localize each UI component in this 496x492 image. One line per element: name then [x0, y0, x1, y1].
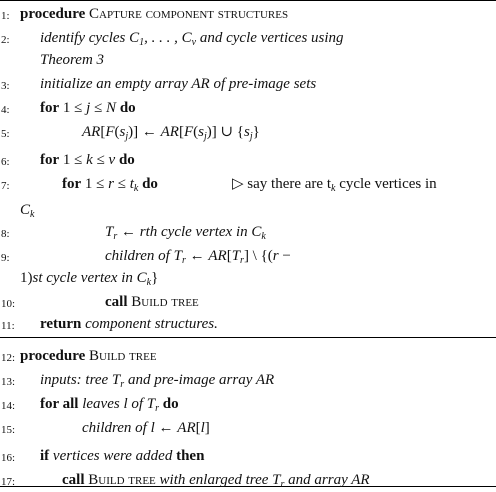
- text-run: vertices were added: [49, 448, 173, 464]
- line-number: 2:: [1, 34, 10, 46]
- text-run: [: [226, 248, 232, 264]
- text-run: r: [108, 176, 114, 192]
- text-run: (: [114, 124, 120, 140]
- text-run: )] ∪ {: [206, 124, 245, 140]
- subscript: 1: [139, 37, 145, 48]
- text-run: AR: [208, 248, 227, 264]
- line-text: [40, 98, 136, 118]
- text-run: return: [40, 316, 82, 332]
- line-text: [82, 418, 210, 438]
- subscript: k: [146, 277, 152, 288]
- line-text: [40, 50, 104, 70]
- text-run: call: [105, 294, 128, 310]
- text-run: component structures.: [81, 316, 218, 332]
- text-run: ≤: [90, 100, 107, 116]
- text-run: st cycle vertex in C: [32, 270, 147, 286]
- text-run: AR: [177, 420, 196, 436]
- text-run: N: [106, 100, 117, 116]
- text-run: }: [252, 124, 260, 140]
- line-text: [62, 470, 370, 490]
- line-text: [105, 292, 199, 312]
- subscript: j: [203, 131, 207, 142]
- text-run: s: [198, 124, 204, 140]
- line-number: 3:: [1, 80, 10, 92]
- text-run: , . . . , C: [144, 30, 192, 46]
- text-run: AR: [160, 124, 179, 140]
- line-number: 17:: [1, 476, 16, 488]
- subscript: k: [261, 231, 266, 242]
- subscript: r: [155, 403, 160, 414]
- subscript: k: [133, 183, 139, 194]
- text-run: }: [151, 270, 159, 286]
- line-number: 16:: [1, 452, 16, 464]
- line-number: 11:: [1, 320, 15, 332]
- comment-text: ▷ say there are t: [232, 176, 331, 192]
- subscript: r: [113, 231, 118, 242]
- text-run: and pre-image array AR: [124, 372, 275, 388]
- text-run: and array AR: [284, 472, 370, 488]
- line-text: [20, 346, 157, 366]
- line-number: 15:: [1, 424, 16, 436]
- text-run: for: [40, 100, 60, 116]
- subscript: r: [120, 379, 125, 390]
- text-run: T: [105, 224, 114, 240]
- text-run: for: [62, 176, 82, 192]
- text-run: s: [119, 124, 126, 140]
- text-run: and cycle vertices using: [196, 30, 344, 46]
- line-text: [40, 28, 344, 48]
- text-run: for all: [40, 396, 79, 412]
- line-comment: [232, 174, 437, 194]
- subscript: k: [331, 183, 336, 194]
- text-run: l: [200, 420, 205, 436]
- text-run: F: [183, 124, 194, 140]
- line-text: [40, 446, 204, 466]
- text-run: then: [172, 448, 205, 464]
- line-text: [40, 314, 218, 334]
- text-run: (: [193, 124, 199, 140]
- text-run: j: [86, 100, 91, 116]
- subscript: r: [240, 255, 244, 266]
- line-text: [82, 122, 260, 142]
- text-run: [: [195, 420, 201, 436]
- line-text: [20, 200, 34, 220]
- line-number: 6:: [1, 156, 10, 168]
- line-number: 1:: [1, 10, 10, 22]
- line-number: 4:: [1, 104, 10, 116]
- text-run: F: [105, 124, 115, 140]
- comment-text: cycle vertices in: [335, 176, 437, 192]
- text-run: call: [62, 472, 85, 488]
- line-number: 10:: [1, 298, 16, 310]
- text-run: 1 ≤: [59, 152, 87, 168]
- text-run: Capture component structures: [85, 6, 289, 22]
- line-number: 14:: [1, 400, 16, 412]
- text-run: ←: [154, 420, 178, 436]
- subscript: k: [30, 209, 35, 220]
- text-run: children of T: [105, 248, 182, 264]
- line-text: [62, 174, 158, 194]
- line-number: 12:: [1, 352, 16, 364]
- line-text: [20, 268, 158, 288]
- text-run: 1 ≤: [59, 100, 87, 116]
- text-run: Theorem 3: [40, 52, 105, 68]
- text-run: [: [100, 124, 106, 140]
- text-run: s: [244, 124, 250, 140]
- text-run: if: [40, 448, 50, 464]
- text-run: procedure: [20, 6, 86, 22]
- text-run: Build tree: [84, 472, 156, 488]
- text-run: −: [278, 248, 291, 264]
- text-run: ≤: [92, 152, 109, 168]
- text-run: with enlarged tree T: [155, 472, 281, 488]
- line-text: [40, 150, 135, 170]
- line-text: [40, 394, 179, 414]
- section-divider: [0, 337, 496, 338]
- line-number: 7:: [1, 180, 10, 192]
- line-number: 13:: [1, 376, 16, 388]
- text-run: ←: [185, 248, 209, 264]
- line-text: [105, 246, 291, 266]
- text-run: AR: [82, 124, 101, 140]
- subscript: r: [280, 479, 285, 490]
- text-run: 1): [20, 270, 33, 286]
- text-run: leaves l of T: [78, 396, 156, 412]
- text-run: do: [115, 152, 135, 168]
- text-run: C: [20, 202, 31, 218]
- text-run: children of l: [82, 420, 155, 436]
- text-run: procedure: [20, 348, 86, 364]
- line-number: 8:: [1, 228, 10, 240]
- text-run: do: [138, 176, 158, 192]
- text-run: k: [86, 152, 93, 168]
- text-run: ←: [117, 224, 140, 240]
- line-text: [40, 74, 316, 94]
- line-number: 5:: [1, 128, 10, 140]
- text-run: initialize an empty array AR of pre-image sets: [40, 76, 317, 92]
- text-run: rth cycle vertex in C: [139, 224, 262, 240]
- text-run: do: [116, 100, 136, 116]
- line-text: [40, 370, 274, 390]
- text-run: ≤: [113, 176, 130, 192]
- text-run: do: [159, 396, 179, 412]
- line-text: [105, 222, 266, 242]
- text-run: ]: [204, 420, 210, 436]
- line-text: [20, 4, 288, 24]
- subscript: r: [181, 255, 186, 266]
- text-run: [: [178, 124, 184, 140]
- text-run: t: [129, 176, 134, 192]
- subscript: j: [125, 131, 129, 142]
- text-run: 1 ≤: [81, 176, 109, 192]
- text-run: Build tree: [85, 348, 157, 364]
- text-run: r: [272, 248, 279, 264]
- text-run: Build tree: [127, 294, 199, 310]
- subscript: ν: [191, 37, 197, 48]
- text-run: ] \ {(: [243, 248, 273, 264]
- top-rule: [0, 0, 496, 1]
- text-run: inputs: tree T: [40, 372, 121, 388]
- subscript: j: [249, 131, 253, 142]
- text-run: )] ←: [128, 124, 161, 140]
- text-run: ν: [108, 152, 116, 168]
- text-run: T: [231, 248, 241, 264]
- text-run: identify cycles C: [40, 30, 140, 46]
- text-run: for: [40, 152, 60, 168]
- line-number: 9:: [1, 252, 10, 264]
